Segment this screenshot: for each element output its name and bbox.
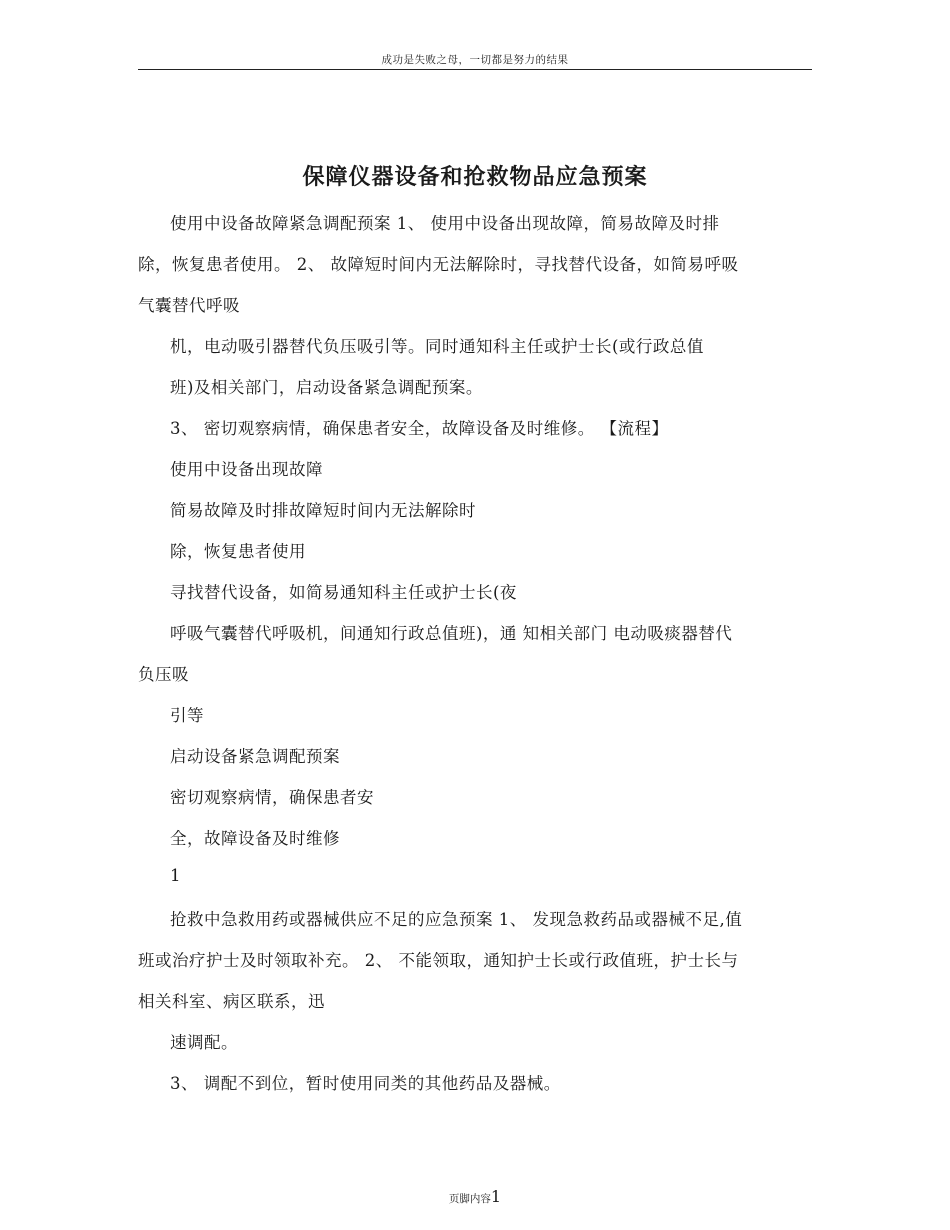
text-line: 简易故障及时排故障短时间内无法解除时 xyxy=(170,501,476,520)
page-marker: 1 xyxy=(170,866,181,885)
text-line: 3、 调配不到位，暂时使用同类的其他药品及器械。 xyxy=(170,1074,561,1093)
text-line: 密切观察病情，确保患者安 xyxy=(170,788,374,807)
text-line: 气囊替代呼吸 xyxy=(138,296,240,315)
footer-label: 页脚内容 xyxy=(448,1193,491,1205)
text-line: 班或治疗护士及时领取补充。 2、 不能领取，通知护士长或行政值班，护士长与 xyxy=(138,951,739,970)
text-line: 机，电动吸引器替代负压吸引等。同时通知科主任或护士长(或行政总值 xyxy=(170,337,704,356)
page-title: 保障仪器设备和抢救物品应急预案 xyxy=(302,164,648,190)
header-rule xyxy=(138,69,812,70)
text-line: 启动设备紧急调配预案 xyxy=(170,747,340,766)
text-line: 3、 密切观察病情，确保患者安全，故障设备及时维修。 【流程】 xyxy=(170,419,669,438)
text-line: 速调配。 xyxy=(170,1033,238,1052)
text-line: 呼吸气囊替代呼吸机，间通知行政总值班)，通 知相关部门 电动吸痰器替代 xyxy=(170,624,733,643)
text-line: 相关科室、病区联系，迅 xyxy=(138,992,325,1011)
text-line: 除，恢复患者使用。 2、 故障短时间内无法解除时，寻找替代设备，如简易呼吸 xyxy=(138,255,739,274)
text-line: 使用中设备故障紧急调配预案 1、 使用中设备出现故障，简易故障及时排 xyxy=(170,214,720,233)
text-line: 负压吸 xyxy=(138,665,189,684)
text-line: 全，故障设备及时维修 xyxy=(170,829,340,848)
text-line: 寻找替代设备，如简易通知科主任或护士长(夜 xyxy=(170,583,517,602)
text-line: 使用中设备出现故障 xyxy=(170,460,323,479)
page-header: 成功是失败之母，一切都是努力的结果 xyxy=(381,54,569,66)
page-footer xyxy=(0,1187,950,1206)
text-line: 班)及相关部门，启动设备紧急调配预案。 xyxy=(170,378,483,397)
text-line: 除，恢复患者使用 xyxy=(170,542,306,561)
page-number: 1 xyxy=(490,1187,502,1206)
text-line: 引等 xyxy=(170,706,204,725)
text-line: 抢救中急救用药或器械供应不足的应急预案 1、 发现急救药品或器械不足,值 xyxy=(170,910,743,929)
